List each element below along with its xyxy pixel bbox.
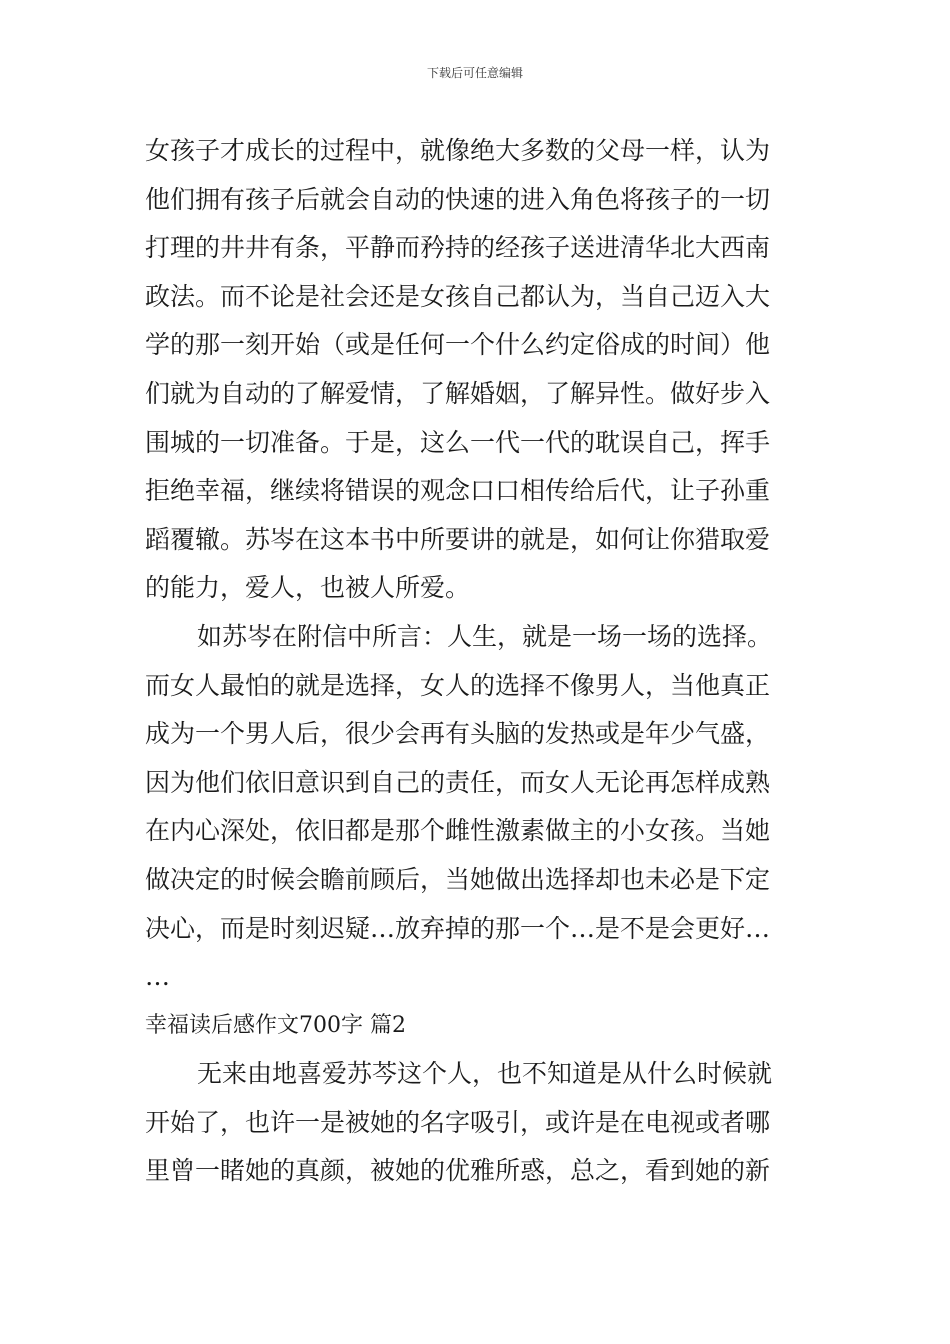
- text-line: …: [145, 962, 170, 992]
- text-line: 的能力，爱人，也被人所爱。: [145, 573, 471, 603]
- text-line: 里曾一睹她的真颜，被她的优雅所惑，总之，看到她的新: [145, 1156, 771, 1186]
- text-line: 而女人最怕的就是选择，女人的选择不像男人，当他真正: [145, 670, 771, 700]
- text-line: 成为一个男人后，很少会再有头脑的发热或是年少气盛，: [145, 719, 771, 749]
- text-line: 打理的井井有条，平静而矜持的经孩子送进清华北大西南: [145, 233, 771, 263]
- text-line: 蹈覆辙。苏岑在这本书中所要讲的就是，如何让你猎取爱: [145, 524, 771, 554]
- page-header: 下载后可任意编辑: [426, 66, 523, 80]
- text-line: 因为他们依旧意识到自己的责任，而女人无论再怎样成熟: [145, 767, 771, 797]
- document-body: [145, 127, 807, 1196]
- text-line: 做决定的时候会瞻前顾后，当她做出选择却也未必是下定: [145, 864, 771, 894]
- text-line: 学的那一刻开始（或是任何一个什么约定俗成的时间）他: [145, 330, 771, 360]
- text-line: 他们拥有孩子后就会自动的快速的进入角色将孩子的一切: [145, 184, 771, 214]
- section-heading: 幸福读后感作文700字 篇2: [145, 1012, 406, 1038]
- text-line: 女孩子才成长的过程中，就像绝大多数的父母一样，认为: [145, 136, 771, 165]
- text-line: 开始了，也许一是被她的名字吸引，或许是在电视或者哪: [145, 1107, 771, 1137]
- text-line: 在内心深处，依旧都是那个雌性激素做主的小女孩。当她: [145, 816, 771, 846]
- text-line: 决心，而是时刻迟疑…放弃掉的那一个…是不是会更好…: [145, 913, 771, 943]
- paragraph: [145, 613, 807, 1002]
- text-line: 围城的一切准备。于是，这么一代一代的耽误自己，挥手: [145, 427, 771, 457]
- text-line: 如苏岑在附信中所言：人生，就是一场一场的选择。: [197, 621, 773, 651]
- text-line: 政法。而不论是社会还是女孩自己都认为，当自己迈入大: [145, 281, 771, 311]
- text-line: 们就为自动的了解爱情，了解婚姻，了解异性。做好步入: [145, 378, 771, 408]
- text-line: 拒绝幸福，继续将错误的观念口口相传给后代，让子孙重: [145, 476, 771, 506]
- text-line: 无来由地喜爱苏芩这个人，也不知道是从什么时候就: [197, 1059, 773, 1089]
- paragraph: [145, 1050, 807, 1196]
- paragraph: [145, 127, 807, 613]
